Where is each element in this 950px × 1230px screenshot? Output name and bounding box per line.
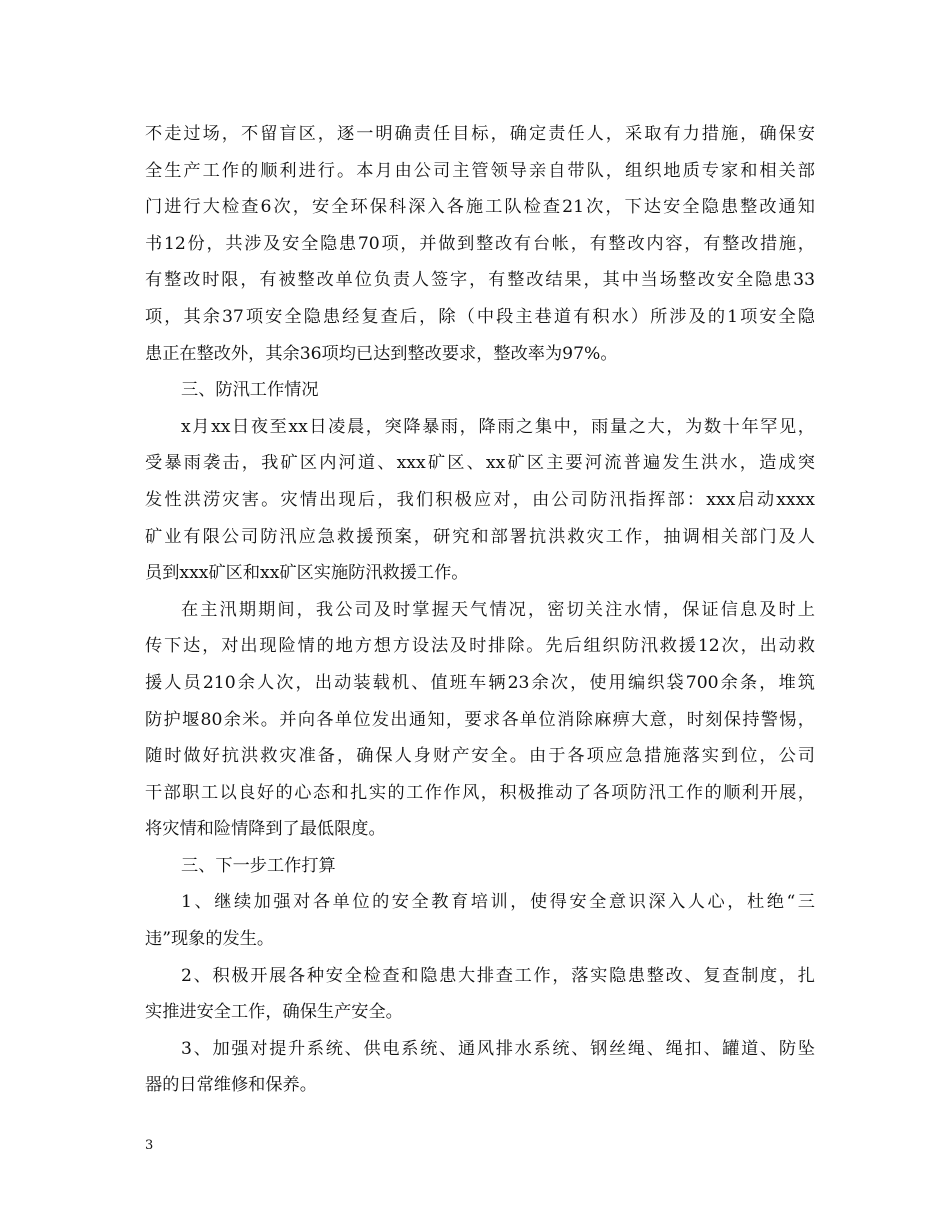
text-line: 违”现象的发生。 [145, 929, 275, 950]
text-line: 项，其余37项安全隐患经复查后，除（中段主巷道有积水）所涉及的1项安全隐 [145, 306, 815, 327]
text-line: 干部职工以良好的心态和扎实的工作作风，积极推动了各项防汛工作的顺利开展， [145, 782, 815, 803]
text-line: 传下达，对出现险情的地方想方设法及时排除。先后组织防汛救援12次，出动救 [145, 636, 815, 657]
text-line: 不走过场，不留盲区，逐一明确责任目标，确定责任人，采取有力措施，确保安 [145, 124, 815, 144]
text-line: 员到xxx矿区和xx矿区实施防汛救援工作。 [145, 563, 469, 584]
text-line: 实推进安全工作，确保生产安全。 [145, 1002, 403, 1023]
text-line: 3、加强对提升系统、供电系统、通风排水系统、钢丝绳、绳扣、罐道、防坠 [181, 1038, 815, 1059]
text-line: 书12份，共涉及安全隐患70项，并做到整改有台帐，有整改内容，有整改措施， [145, 233, 815, 254]
text-line: 器的日常维修和保养。 [145, 1075, 317, 1096]
text-line: 1、继续加强对各单位的安全教育培训，使得安全意识深入人心，杜绝“三 [181, 892, 815, 913]
text-line: 矿业有限公司防汛应急救援预案，研究和部署抗洪救灾工作，抽调相关部门及人 [145, 526, 815, 547]
text-line: 援人员210余人次，出动装载机、值班车辆23余次，使用编织袋700余条，堆筑 [145, 672, 815, 693]
text-line: 2、积极开展各种安全检查和隐患大排查工作，落实隐患整改、复查制度，扎 [181, 965, 815, 986]
text-line: 发性洪涝灾害。灾情出现后，我们积极应对，由公司防汛指挥部：xxx启动xxxx [145, 489, 815, 510]
page-number: 3 [145, 1138, 154, 1153]
text-line: 全生产工作的顺利进行。本月由公司主管领导亲自带队，组织地质专家和相关部 [145, 160, 815, 181]
text-line: 门进行大检查6次，安全环保科深入各施工队检查21次，下达安全隐患整改通知 [145, 197, 815, 218]
text-line: 随时做好抗洪救灾准备，确保人身财产安全。由于各项应急措施落实到位，公司 [145, 746, 815, 767]
text-line: 防护堰80余米。并向各单位发出通知，要求各单位消除麻痹大意，时刻保持警惕， [145, 709, 815, 730]
text-line: 三、防汛工作情况 [181, 380, 319, 401]
text-line: 在主汛期期间，我公司及时掌握天气情况，密切关注水情，保证信息及时上 [181, 599, 815, 620]
text-line: 受暴雨袭击，我矿区内河道、xxx矿区、xx矿区主要河流普遍发生洪水，造成突 [145, 453, 815, 474]
document-body [145, 116, 815, 1104]
text-line: 患正在整改外，其余36项均已达到整改要求，整改率为97%。 [145, 343, 618, 364]
text-line: 三、下一步工作打算 [181, 855, 336, 876]
text-line: 将灾情和险情降到了最低限度。 [145, 819, 386, 840]
text-line: x月xx日夜至xx日凌晨，突降暴雨，降雨之集中，雨量之大，为数十年罕见， [181, 416, 815, 437]
text-line: 有整改时限，有被整改单位负责人签字，有整改结果，其中当场整改安全隐患33 [145, 270, 815, 291]
